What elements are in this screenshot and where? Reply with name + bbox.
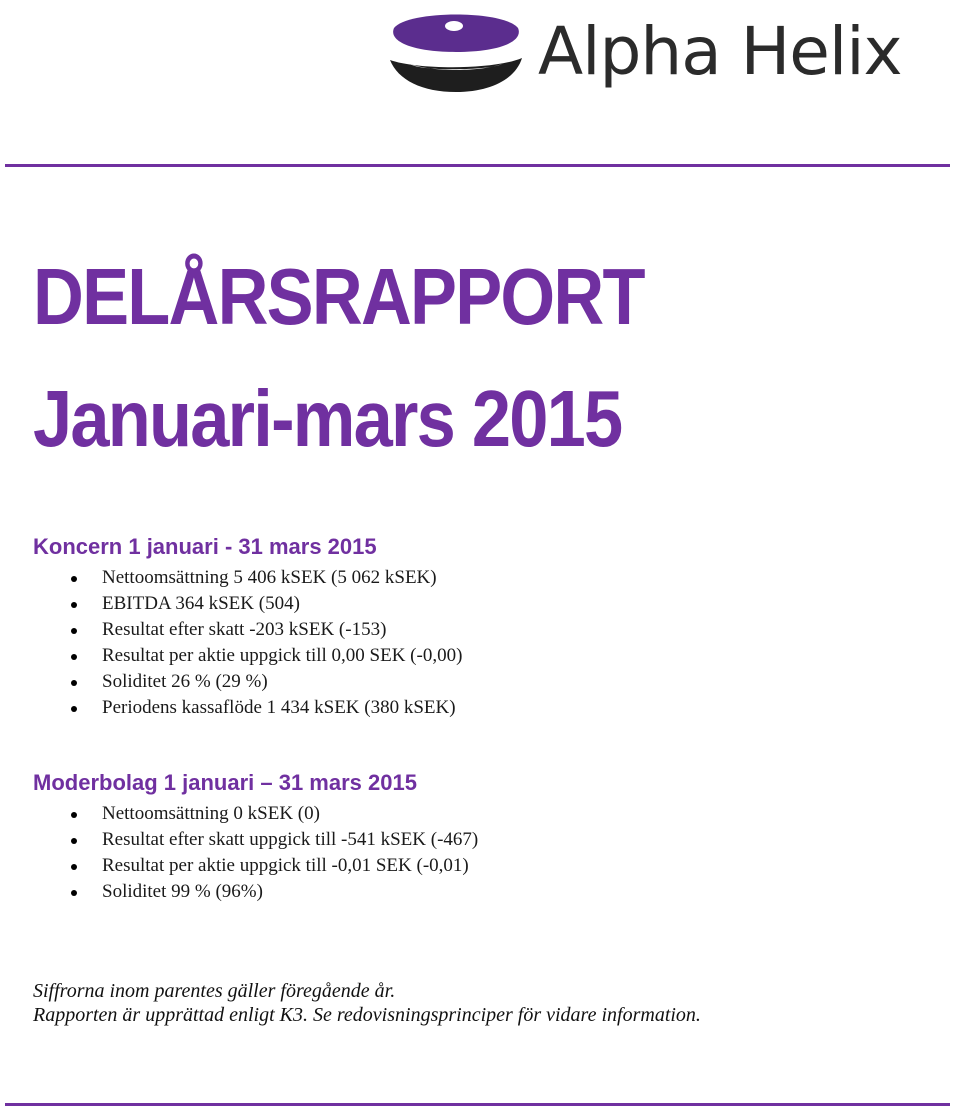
footnote-accounting: Rapporten är upprättad enligt K3. Se redovisningsprinciper för vidare information. — [33, 1004, 701, 1026]
bullet-icon — [71, 628, 77, 634]
list-item-text: Nettoomsättning 5 406 kSEK (5 062 kSEK) — [102, 567, 437, 588]
koncern-heading: Koncern 1 januari - 31 mars 2015 — [33, 534, 377, 559]
brand-name: Alpha Helix — [538, 13, 902, 90]
list-item — [102, 853, 478, 879]
list-item — [102, 879, 478, 905]
list-item-text: EBITDA 364 kSEK (504) — [102, 593, 300, 614]
moderbolag-list — [102, 801, 478, 905]
bullet-icon — [71, 812, 77, 818]
koncern-list — [102, 565, 462, 721]
list-item-text: Nettoomsättning 0 kSEK (0) — [102, 803, 320, 824]
footnote-comparison: Siffrorna inom parentes gäller föregående år. — [33, 980, 396, 1002]
list-item — [102, 695, 462, 721]
bullet-icon — [71, 576, 77, 582]
list-item-text: Soliditet 26 % (29 %) — [102, 671, 268, 692]
list-item — [102, 669, 462, 695]
list-item — [102, 591, 462, 617]
list-item-text: Periodens kassaflöde 1 434 kSEK (380 kSEK) — [102, 697, 456, 718]
helix-swoosh-icon — [388, 8, 524, 94]
moderbolag-heading: Moderbolag 1 januari – 31 mars 2015 — [33, 770, 417, 795]
list-item — [102, 565, 462, 591]
bullet-icon — [71, 680, 77, 686]
list-item — [102, 617, 462, 643]
bullet-icon — [71, 864, 77, 870]
header-divider — [5, 164, 950, 167]
list-item — [102, 643, 462, 669]
list-item-text: Resultat efter skatt uppgick till -541 kSEK (-467) — [102, 829, 479, 850]
list-item — [102, 827, 478, 853]
list-item-text: Resultat per aktie uppgick till 0,00 SEK (-0,00) — [102, 645, 463, 666]
bullet-icon — [71, 654, 77, 660]
bullet-icon — [71, 706, 77, 712]
list-item-text: Resultat efter skatt -203 kSEK (-153) — [102, 619, 387, 640]
list-item-text: Soliditet 99 % (96%) — [102, 881, 263, 902]
footer-divider — [5, 1103, 950, 1106]
report-title: DELÅRSRAPPORT — [33, 252, 644, 341]
bullet-icon — [71, 890, 77, 896]
company-logo — [388, 8, 928, 98]
report-period: Januari-mars 2015 — [33, 374, 622, 463]
list-item-text: Resultat per aktie uppgick till -0,01 SEK (-0,01) — [102, 855, 469, 876]
list-item — [102, 801, 478, 827]
bullet-icon — [71, 838, 77, 844]
bullet-icon — [71, 602, 77, 608]
